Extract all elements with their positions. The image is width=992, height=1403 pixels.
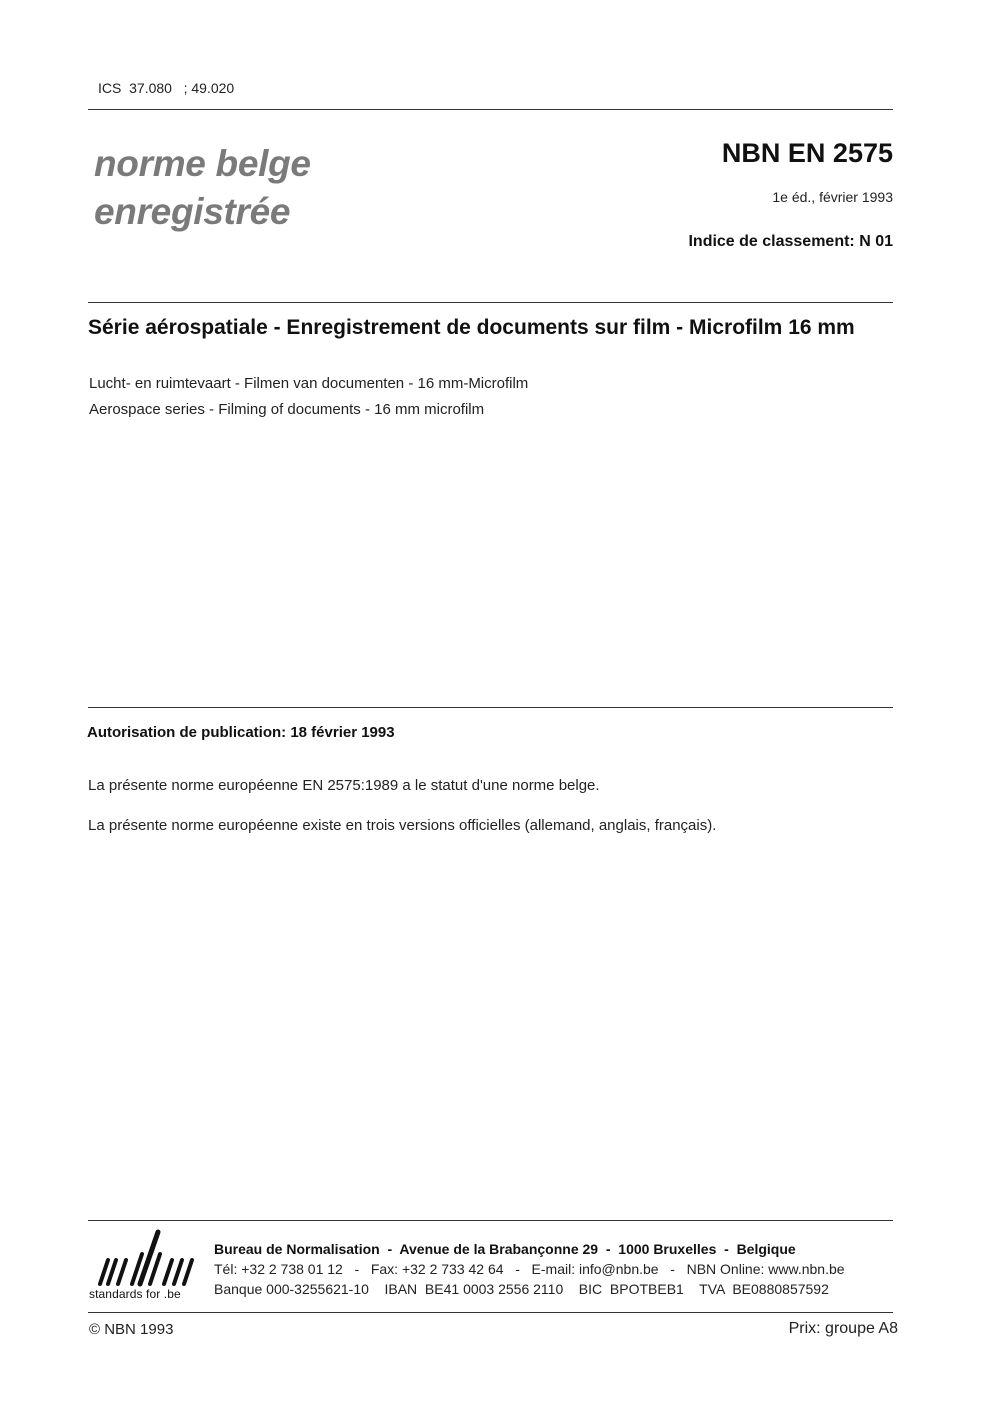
title-divider xyxy=(88,302,893,303)
versions-paragraph: La présente norme européenne existe en trois versions officielles (allemand, anglais, français). xyxy=(88,817,717,834)
classification-index: Indice de classement: N 01 xyxy=(688,233,893,250)
ics-codes: ICS 37.080 ; 49.020 xyxy=(98,80,235,96)
title-french: Série aérospatiale - Enregistrement de documents sur film - Microfilm 16 mm xyxy=(88,316,855,339)
footer-divider xyxy=(88,1220,893,1221)
title-dutch: Lucht- en ruimtevaart - Filmen van documenten - 16 mm-Microfilm xyxy=(89,375,529,392)
brand-line-1: norme belge xyxy=(94,143,311,184)
price-group: Prix: groupe A8 xyxy=(788,1320,898,1337)
logo-caption: standards for .be xyxy=(89,1287,181,1301)
brand-line-2: enregistrée xyxy=(94,191,291,232)
bottom-divider xyxy=(88,1312,893,1313)
edition-date: 1e éd., février 1993 xyxy=(772,189,893,205)
footer-bank: Banque 000-3255621-10 IBAN BE41 0003 2556 2110 BIC BPOTBEB1 TVA BE0880857592 xyxy=(214,1281,829,1297)
header-divider xyxy=(88,109,893,110)
title-english: Aerospace series - Filming of documents - 16 mm microfilm xyxy=(89,401,485,418)
publication-authorization: Autorisation de publication: 18 février 1993 xyxy=(87,724,395,741)
footer-address: Bureau de Normalisation - Avenue de la Brabançonne 29 - 1000 Bruxelles - Belgique xyxy=(214,1241,796,1257)
status-paragraph: La présente norme européenne EN 2575:1989 a le statut d'une norme belge. xyxy=(88,777,600,794)
footer-contact: Tél: +32 2 738 01 12 - Fax: +32 2 733 42 64 - E-mail: info@nbn.be - NBN Online: www.nbn.be xyxy=(214,1261,845,1277)
copyright: © NBN 1993 xyxy=(89,1321,174,1338)
standard-code: NBN EN 2575 xyxy=(721,138,893,168)
body-divider xyxy=(88,707,893,708)
brand-title xyxy=(94,140,311,236)
